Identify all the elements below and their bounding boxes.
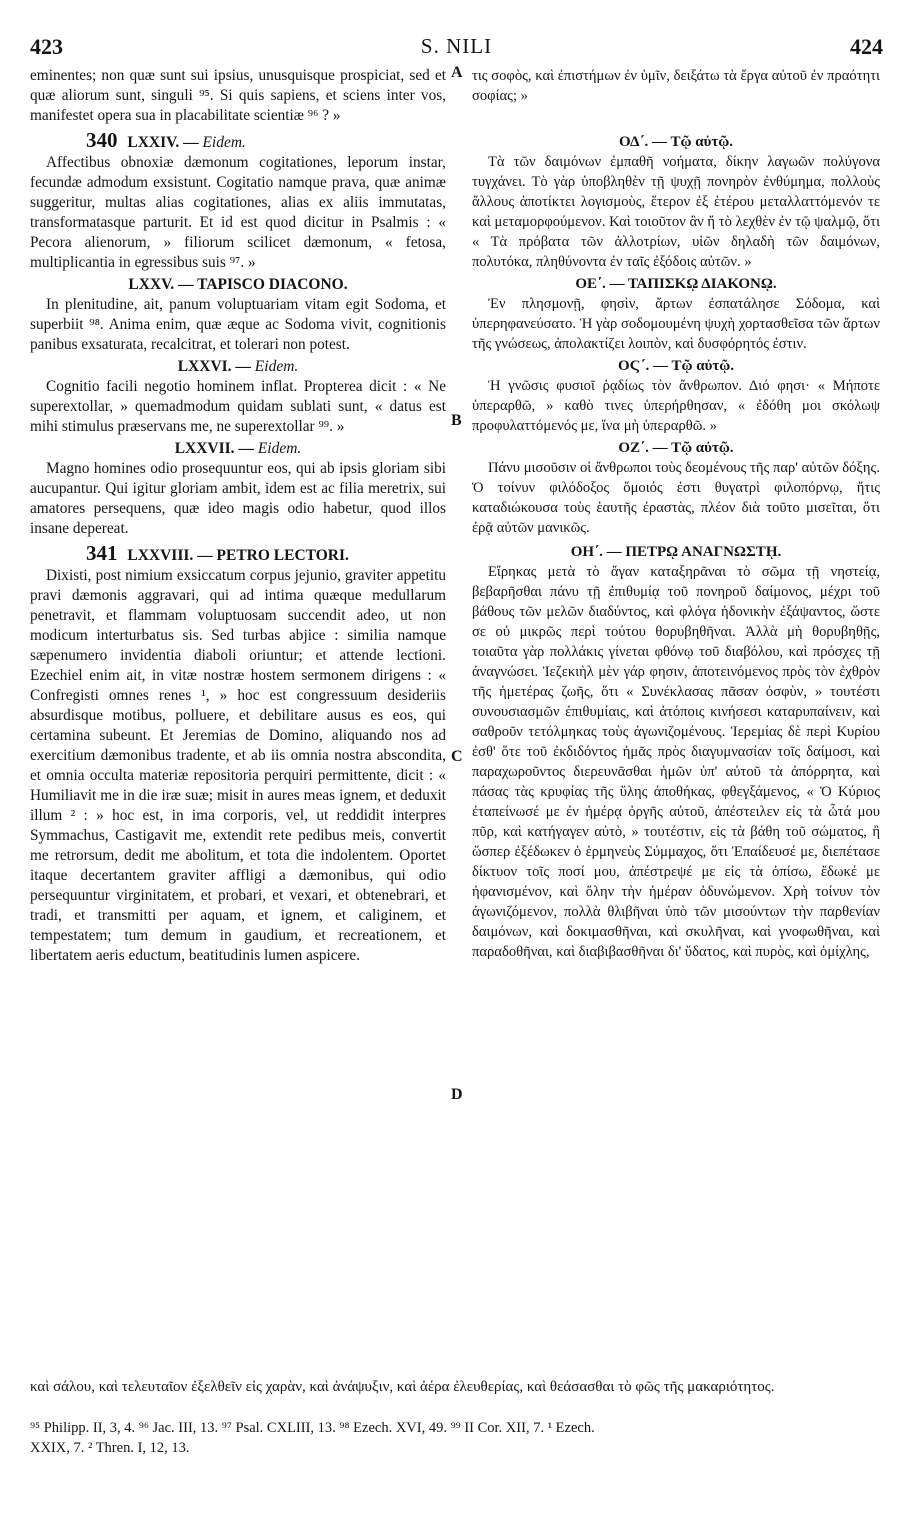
column-number-340: 340	[86, 128, 118, 152]
latin-heading-lxxvi-title: LXXVI. —	[177, 358, 251, 375]
greek-heading-78: ΟΗ΄. — ΠΕΤΡῼ ΑΝΑΓΝΩΣΤῌ.	[570, 544, 782, 560]
footnotes-line-2: XXIX, 7. ² Thren. I, 12, 13.	[30, 1440, 190, 1456]
greek-heading-75: ΟΕ΄. — ΤΑΠΙΣΚῼ ΔΙΑΚΟΝῼ.	[575, 276, 777, 292]
latin-heading-lxxiv-title: LXXIV. —	[127, 134, 199, 151]
latin-heading-lxxvii	[30, 439, 446, 459]
latin-letter-lxxiv: Affectibus obnoxiæ dæmonum cogitationes, leporum instar, fecundæ admodum exsistunt. Cogitatio namque prava, quæ animæ suggeritur, multas alias cogitationes, alias ex aliis immutatas, transformatasque parturit. Et id est quod dicitur in Psalmis : « Pecora alienorum, » filiorum scilicet dæmonum, « fetosa, multiplicantia in egressibus suis ⁹⁷. »	[30, 154, 446, 271]
margin-letter-a: A	[451, 64, 463, 81]
margin-letter-c: C	[451, 748, 463, 765]
greek-letter-77: Πάνυ μισοῦσιν οἱ ἄνθρωποι τοὺς δεομένους τῆς παρ' αὐτῶν δόξης. Ὁ τοίνυν φιλόδοξος ὅμοιός ἐστι θυγατρὶ φιλοπόρνῳ, ἥτις καταδιώκουσα τοὺς ἑαυτῆς ἐραστὰς, πλέον διὰ τοῦτο μισεῖται, ὅτι ἐρᾷ αὐτῶν μανικῶς.	[472, 460, 880, 536]
margin-letter-b: B	[451, 412, 462, 429]
latin-heading-lxxiv	[30, 130, 446, 153]
latin-heading-lxxv: LXXV. — TAPISCO DIACONO.	[128, 276, 348, 293]
latin-letter-lxxviii: Dixisti, post nimium exsiccatum corpus jejunio, graviter appetitu pravi dæmonis aggravari, qui ad intima quæque medullarum penetravit, et flammam voluptuosam succendit adeo, ut non modicum interturbatus sis. Sed turbas abjice : similia namque sæpenumero invidentia diaboli oriuntur; et attende lectioni. Ezechiel enim ait, in vitæ nostræ hostem sermonem dirigens : « Confregisti omnes renes ¹, » hoc est congressuum desideriis absurdisque motibus, polluere, et debilitare ausus es eos, qui certamina subeunt. Et Jeremias de Domino, aliquando nos ad exercitium dæmonibus tradente, et ab iis omnia nostra abscondita, et omnia occulta materiæ repositoria perquiri permittente, dicit : « Humiliavit me in die iræ suæ; misit in aures meas ignem, et deduxit illum ² : » hoc est, in ima corporis, vel, ut reddidit interpres Symmachus, Castigavit me, extendit rete pedibus meis, convertit me retrorsum, dedit me abolitum, et tota die indolentem. Oportet itaque decertantem graviter affligi a dæmonibus, qui odio persequuntur virginitatem, et probari, et vexari, et obtenebrari, et tradi, et transmitti per aquam, et ignem, et caliginem, et tempestatem; tum demum in gaudium, et recreationem, et libertatem aeris eductum, beatitudinis lumen aspicere.	[30, 567, 446, 964]
latin-heading-lxxiv-addressee: Eidem.	[202, 134, 246, 151]
latin-heading-lxxvi	[30, 357, 446, 377]
left-page-number: 423	[30, 34, 63, 59]
latin-letter-lxxvii: Magno homines odio prosequuntur eos, qui ab ipsis gloriam sibi aucupantur. Qui igitur gloriam ambit, idem est ac filia meretrix, sui amatores persequens, quæ ideo magis odio habetur, quod illos insane depereat.	[30, 460, 446, 537]
latin-paragraph-continuation: eminentes; non quæ sunt sui ipsius, unusquisque prospiciat, sed et quæ aliorum sunt, singuli ⁹⁵. Si quis sapiens, et sciens inter vos, manifestet opera sua in placabilitate scientiæ ⁹⁶ ? »	[30, 67, 446, 124]
greek-letter-76: Ἡ γνῶσις φυσιοῖ ῥᾳδίως τὸν ἄνθρωπον. Διό φησι· « Μήποτε ὑπεραρθῶ, » καθὸ τινες ὑπερήρθησαν, « ἐδόθη μοι σκόλωψ προφυλαττόμενός με, ἵνα μὴ ὑπεραρθῶ. »	[472, 378, 880, 434]
latin-heading-lxxvi-addressee: Eidem.	[254, 358, 299, 375]
latin-heading-lxxviii	[30, 543, 446, 566]
latin-column	[30, 66, 446, 966]
latin-letter-lxxvi: Cognitio facili negotio hominem inflat. Propterea dicit : « Ne superextollar, » quemadmodum quidam sublati sunt, « datus est mihi stimulus præservans me, ne superextollar ⁹⁹. »	[30, 378, 446, 435]
footnotes-line-1: ⁹⁵ Philipp. II, 3, 4. ⁹⁶ Jac. III, 13. ⁹⁷ Psal. CXLIII, 13. ⁹⁸ Ezech. XVI, 49. ⁹⁹ II Cor. XII, 7. ¹ Ezech.	[30, 1420, 595, 1436]
latin-heading-lxxviii-title: LXXVIII. — PETRO LECTORI.	[127, 547, 349, 564]
latin-heading-lxxvii-addressee: Eidem.	[257, 440, 302, 457]
greek-letter-74: Τὰ τῶν δαιμόνων ἐμπαθῆ νοήματα, δίκην λαγωῶν πολύγονα τυγχάνει. Τὸ γὰρ ὑποβληθὲν τῇ ψυχῇ πονηρὸν ἐνθύμημα, πολλοὺς ἄλλους ἀποτίκτει λογισμοὺς, ἕτερον ἐξ ἑτέρου μεταλλαττόμενόν τε καὶ μεταμορφούμενον. Καὶ τοιοῦτον ἂν ἤ τὸ λεχθὲν ἐν τῷ ψαλμῷ, ὅτι « Τὰ πρόβατα τῶν ἀλλοτρίων, υἱῶν δηλαδὴ τῶν δαιμόνων, πολυτόκα, πληθύνοντα ἐν ταῖς ἐξόδοις αὐτῶν. »	[472, 154, 880, 270]
latin-letter-lxxv: In plenitudine, ait, panum voluptuariam vitam egit Sodoma, et superbiit ⁹⁸. Anima enim, quæ æque ac Sodoma vivit, cognitionis panibus exsaturata, recalcitrat, et tolerari non potest.	[30, 296, 446, 353]
page-header	[30, 34, 883, 62]
greek-heading-74: ΟΔ΄. — Τῷ αὐτῷ.	[618, 134, 734, 150]
greek-heading-77: ΟΖ΄. — Τῷ αὐτῷ.	[618, 440, 734, 456]
column-number-341: 341	[86, 541, 118, 565]
greek-paragraph-continuation: τις σοφὸς, καὶ ἐπιστήμων ἐν ὑμῖν, δειξάτω τὰ ἔργα αὐτοῦ ἐν πραότητι σοφίας; »	[472, 68, 880, 104]
greek-heading-76: ΟϚ΄. — Τῷ αὐτῷ.	[618, 358, 734, 374]
right-page-number: 424	[850, 34, 883, 59]
margin-letter-d: D	[451, 1086, 463, 1103]
greek-continuation-full-width: καὶ σάλου, καὶ τελευταῖον ἐξελθεῖν εἰς χαρὰν, καὶ ἀνάψυξιν, καὶ ἀέρα ἐλευθερίας, καὶ θεάσασθαι τὸ φῶς τῆς μακαριότητος.	[30, 1379, 775, 1395]
greek-letter-78: Εἴρηκας μετὰ τὸ ἄγαν καταξηρᾶναι τὸ σῶμα τῇ νηστείᾳ, βεβαρῆσθαι πάνυ τῇ ἐπιθυμίᾳ τοῦ πονηροῦ δαίμονος, μέχρι τοῦ βάθους τῶν μελῶν διαδύντος, καὶ φλόγα ἡδονικὴν ἐξάψαντος, ὥστε σε οὐ μικρῶς περὶ τούτου θορυβηθῆναι. Ἀλλὰ μὴ θορυβηθῇς, τοιαῦτα γὰρ πολλάκις γίνεται φθόνῳ τοῦ διαβόλου, καὶ πρόσχες τῇ ἀναγνώσει. Ἰεζεκιὴλ μὲν γάρ φησιν, ἀποτεινόμενος πρὸς τὸν ἐχθρὸν τῆς ἡμετέρας ζωῆς, ὅτι « Συνέκλασας πᾶσαν ὀσφὺν, » τουτέστι συνουσιασμῶν ἐπιθυμίαις, καὶ ἀτόποις κινήσεσι καταρυπαίνειν, καὶ σαθροῦν τετόλμηκας τοὺς ἀγωνιζομένους. Ἱερεμίας δὲ περὶ Κυρίου ἐσθ' ὅτε τοῦ ἐκδιδόντος ἡμᾶς πρὸς διαγυμνασίαν τοῖς δαίμοσι, καὶ παραχωροῦντος διερευνᾶσθαι ἡμῶν ὑπ' αὐτοῦ τὰ ἀπόρρητα, καὶ πάσας τὰς κρυφίας τῆς ὕλης ἀποθήκας, φθεγξάμενος, « Ὁ Κύριος ἐταπείνωσέ με ἐν ἡμέρᾳ ὀργῆς αὐτοῦ, ἀπέστειλεν εἰς τὰ ὦτά μου πῦρ, καὶ κατήγαγεν αὐτὸ, » τουτέστιν, εἰς τὰ βάθη τοῦ σώματος, ἢ ὥσπερ ἐξέδωκεν ὁ ἑρμηνεὺς Σύμμαχος, ὅτι Ἐπαίδευσέ με, διεπέτασε δίκτυον τοῖς ποσί μου, ἀπέστρεψέ με εἰς τὰ ὀπίσω, ἔδωκέ με ἠφανισμένον, καὶ ὅλην τὴν ἡμέραν ὀδυνώμενον. Χρὴ τοίνυν τὸν ἀγωνιζόμενον, πολλὰ θλιβῆναι ὑπὸ τῶν μισούντων τὴν παρθενίαν δαιμόνων, καὶ δοκιμασθῆναι, καὶ σκυλῆναι, καὶ γνοφωθῆναι, καὶ παραδοθῆναι, καὶ διαβιβασθῆναι δι' ὕδατος, καὶ πυρὸς, καὶ ὁμίχλης,	[472, 564, 880, 960]
greek-column	[472, 66, 880, 962]
latin-heading-lxxvii-title: LXXVII. —	[174, 440, 254, 457]
running-title: S. NILI	[420, 34, 493, 58]
greek-letter-75: Ἐν πλησμονῇ, φησὶν, ἄρτων ἐσπατάλησε Σόδομα, καὶ ὑπερηφανεύσατο. Ἡ γὰρ σοδομουμένη ψυχὴ χορτασθεῖσα τῶν ἄρτων τῆς γνώσεως, ἀπολακτίζει λοιπὸν, καὶ δυσφόρητός ἐστιν.	[472, 296, 880, 352]
footnotes	[30, 1418, 880, 1458]
